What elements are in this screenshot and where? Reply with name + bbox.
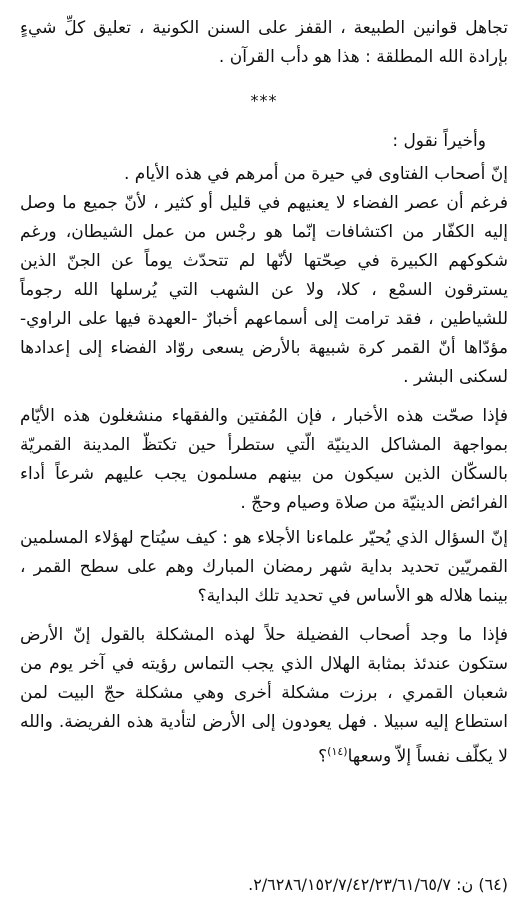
section-separator: *** <box>250 91 278 110</box>
paragraph-7 <box>20 621 508 772</box>
footnote-reference: (١٤) <box>327 745 348 758</box>
paragraph-2: وأخيراً نقول : <box>392 131 486 151</box>
paragraph-1: تجاهل قوانين الطبيعة ، القفز على السنن الكونية ، تعليق كلِّ شيءٍ بإرادة الله المطلقة : هذا هو دأب القرآن . <box>20 18 508 67</box>
footnote: (٦٤) ن: ٢/٦٢٨٦/١٥٢/٧/٤٢/٢٣/٦١/٦٥/٧. <box>248 875 508 894</box>
paragraph-5: فإذا صحّت هذه الأخبار ، فإن المُفتين والفقهاء منشغلون هذه الأيّام بمواجهة المشاكل الدينيّة الّتي ستطرأ حين تكتظّ المدينة القمريّة بالسكّان الذين سيكون من بينهم مسلمون يجب عليهم شرعاً أداء الفرائض الدينيّة من صلاة وصيام وحجّ . <box>20 406 508 513</box>
paragraph-4: فرغم أن عصر الفضاء لا يعنيهم في قليل أو كثير ، لأنّ جميع ما وصل إليه الكفّار من اكتشافات إنّما هو رجْس من عمل الشيطان، ورغم شكوكهم الكبيرة في صِحّتها لأنّها لم تتحدّث يوماً عن الجنّ الذين يسترقون السمْع ، كلا، ولا عن الشهب التي يُرسلها الله رجوماً للشياطين ، فقد ترامت إلى أسماعهم أخبارٌ -العهدة فيها على الراوي- مؤدّاها أنّ القمر كرة شبيهة بالأرض يسعى روّاد الفضاء إلى إعدادها لسكنى البشر . <box>20 193 508 387</box>
paragraph-3: إنّ أصحاب الفتاوى في حيرة من أمرهم في هذه الأيام . <box>124 164 508 184</box>
paragraph-6: إنّ السؤال الذي يُحيّر علماءنا الأجلاء هو : كيف سيُتاح لهؤلاء المسلمين القمريّين تحديد بداية شهر رمضان المبارك وهم على سطح القمر ، بينما هلاله هو الأساس في تحديد تلك البداية؟ <box>20 528 508 606</box>
paragraph-7-end: ؟ <box>318 746 328 767</box>
paragraph-7-text: فإذا ما وجد أصحاب الفضيلة حلاً لهذه المشكلة بالقول إنّ الأرض ستكون عندئذ بمثابة الهلال الذي يجب التماس رؤيته في آخر يوم من شعبان القمري ، برزت مشكلة أخرى وهي مشكلة حجّ البيت لمن استطاع إليه سبيلا . فهل يعودون إلى الأرض لتأدية هذه الفريضة. والله لا يكلّف نفساً إلاّ وسعها <box>20 625 508 767</box>
